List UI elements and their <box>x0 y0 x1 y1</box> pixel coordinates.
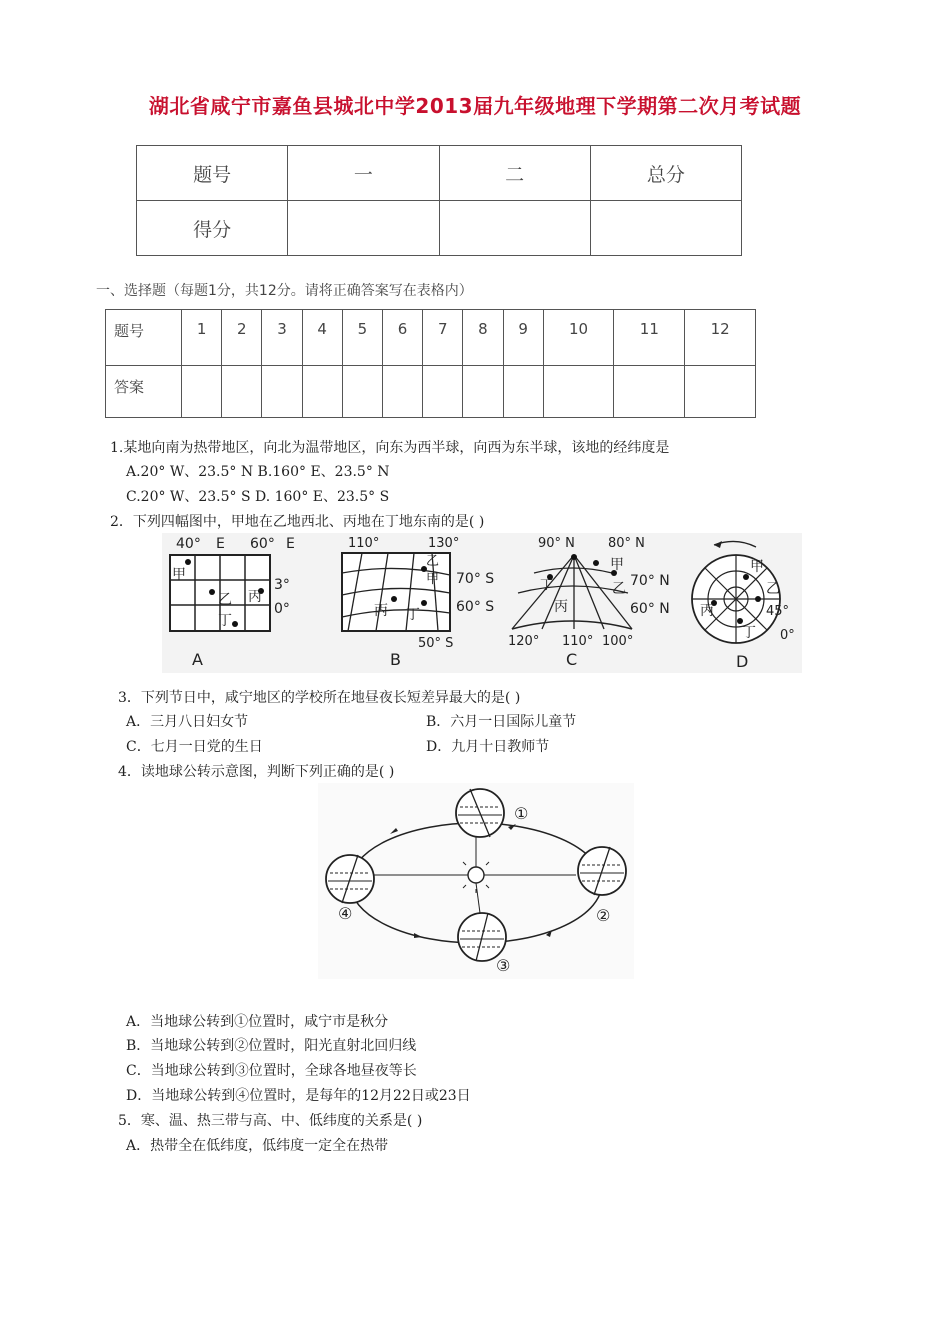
earth-position-1 <box>456 789 504 837</box>
score-header-cell: 二 <box>439 146 590 201</box>
fig-a-e1: E <box>216 536 225 552</box>
answer-table <box>105 309 756 418</box>
score-input-cell[interactable] <box>439 201 590 256</box>
fig-c-label: C <box>566 650 578 669</box>
answer-cell[interactable] <box>182 366 222 418</box>
answer-cell[interactable] <box>685 366 756 418</box>
answer-cell[interactable] <box>382 366 422 418</box>
fig-b-yi: 乙 <box>426 554 440 569</box>
question-number: 5 <box>342 310 382 366</box>
q5-option-a: A．热带全在低纬度，低纬度一定全在热带 <box>126 1138 389 1154</box>
q1-stem: 1.某地向南为热带地区，向北为温带地区，向东为西半球，向西为东半球，该地的经纬度是 <box>110 440 670 456</box>
fig-d-jia: 甲 <box>750 559 764 575</box>
q3-option-c: C．七月一日党的生日 <box>126 739 263 755</box>
fig-b-bing: 丙 <box>374 603 388 619</box>
question-number: 10 <box>543 310 614 366</box>
question-number: 7 <box>423 310 463 366</box>
earth-position-4 <box>326 855 374 903</box>
answer-cell[interactable] <box>463 366 503 418</box>
q1-options-cd: C.20° W、23.5° S D. 160° E、23.5° S <box>126 489 390 505</box>
answer-cell[interactable] <box>423 366 463 418</box>
q3-option-d: D．九月十日教师节 <box>426 739 550 755</box>
earth-position-3 <box>458 913 506 961</box>
answer-cell[interactable] <box>342 366 382 418</box>
fig-d-ding: 丁 <box>742 625 756 641</box>
score-header-cell: 题号 <box>137 146 288 201</box>
answer-cell[interactable] <box>614 366 685 418</box>
fig-b-label: B <box>390 650 401 669</box>
question-number: 12 <box>685 310 756 366</box>
fig-a-lon2: 60° <box>250 536 275 552</box>
fig-c-b3: 100° <box>602 634 634 649</box>
question-number: 11 <box>614 310 685 366</box>
fig-b-ding: 丁 <box>406 607 420 623</box>
q4-stem: 4．读地球公转示意图，判断下列正确的是( ) <box>118 764 395 780</box>
q3-option-b: B．六月一日国际儿童节 <box>426 714 577 730</box>
fig-a-e2: E <box>286 536 295 552</box>
fig-d-deg45: 45° <box>766 604 790 619</box>
fig-c-lat1: 70° N <box>630 573 670 589</box>
answer-header-label: 题号 <box>106 310 182 366</box>
q1-options-ab: A.20° W、23.5° N B.160° E、23.5° N <box>126 464 390 480</box>
question-number: 6 <box>382 310 422 366</box>
section-heading: 一、选择题（每题1分，共12分。请将正确答案写在表格内） <box>96 283 473 299</box>
fig-c-jia: 甲 <box>610 557 624 573</box>
score-row-label: 得分 <box>137 201 288 256</box>
question-number: 9 <box>503 310 543 366</box>
fig-c-yi: 乙 <box>612 581 626 597</box>
fig-d-bing: 丙 <box>700 603 714 619</box>
fig-a-lon1: 40° <box>176 536 201 552</box>
fig-b-lon2: 130° <box>428 536 460 551</box>
fig-b-jia: 甲 <box>426 572 440 587</box>
fig-c-lat2: 60° N <box>630 601 670 617</box>
orbit-label-1: ① <box>514 804 529 823</box>
score-input-cell[interactable] <box>288 201 439 256</box>
question-number: 3 <box>262 310 302 366</box>
fig-a-yi: 乙 <box>218 592 232 608</box>
answer-row-label: 答案 <box>106 366 182 418</box>
q4-option-d: D．当地球公转到④位置时，是每年的12月22日或23日 <box>126 1088 471 1104</box>
q4-orbit-figure <box>318 783 634 979</box>
q3-stem: 3．下列节日中，咸宁地区的学校所在地昼夜长短差异最大的是( ) <box>118 690 521 706</box>
score-table <box>136 145 742 256</box>
q4-option-c: C．当地球公转到③位置时，全球各地昼夜等长 <box>126 1063 417 1079</box>
question-number: 2 <box>222 310 262 366</box>
orbit-label-3: ③ <box>496 956 511 975</box>
answer-cell[interactable] <box>302 366 342 418</box>
q2-figure <box>162 533 802 673</box>
fig-b-lon1: 110° <box>348 536 380 551</box>
q4-option-a: A．当地球公转到①位置时，咸宁市是秋分 <box>126 1014 389 1030</box>
page-title: 湖北省咸宁市嘉鱼县城北中学2013届九年级地理下学期第二次月考试题 <box>148 94 802 118</box>
fig-c-bing: 丙 <box>554 599 568 615</box>
question-number: 8 <box>463 310 503 366</box>
orbit-label-2: ② <box>596 906 611 925</box>
answer-cell[interactable] <box>222 366 262 418</box>
fig-a-label: A <box>192 650 203 669</box>
fig-a-lat2: 0° <box>274 601 290 617</box>
fig-b-lat2: 60° S <box>456 599 495 615</box>
fig-b-lat1: 70° S <box>456 571 495 587</box>
question-number: 1 <box>182 310 222 366</box>
fig-d-yi: 乙 <box>766 581 780 597</box>
fig-d-deg0: 0° <box>780 628 795 643</box>
fig-a-jia: 甲 <box>172 567 186 583</box>
score-header-cell: 一 <box>288 146 439 201</box>
orbit-label-4: ④ <box>338 904 353 923</box>
score-header-cell: 总分 <box>590 146 741 201</box>
question-number: 4 <box>302 310 342 366</box>
fig-c-b1: 120° <box>508 634 540 649</box>
fig-c-b2: 110° <box>562 634 594 649</box>
q4-option-b: B．当地球公转到②位置时，阳光直射北回归线 <box>126 1038 417 1054</box>
fig-a-lat1: 3° <box>274 577 290 593</box>
answer-cell[interactable] <box>503 366 543 418</box>
fig-a-bing: 丙 <box>248 589 262 605</box>
fig-c-top2: 80° N <box>608 536 645 551</box>
earth-position-2 <box>578 847 626 895</box>
fig-d-label: D <box>736 652 749 671</box>
q5-stem: 5．寒、温、热三带与高、中、低纬度的关系是( ) <box>118 1113 423 1129</box>
fig-c-top1: 90° N <box>538 536 575 551</box>
answer-cell[interactable] <box>543 366 614 418</box>
q3-option-a: A．三月八日妇女节 <box>126 714 249 730</box>
fig-a-ding: 丁 <box>218 613 232 629</box>
fig-c-ding: 丁 <box>540 578 554 593</box>
q2-stem: 2．下列四幅图中，甲地在乙地西北、丙地在丁地东南的是( ) <box>110 514 485 530</box>
score-input-cell[interactable] <box>590 201 741 256</box>
answer-cell[interactable] <box>262 366 302 418</box>
fig-b-lat3: 50° S <box>418 636 454 651</box>
